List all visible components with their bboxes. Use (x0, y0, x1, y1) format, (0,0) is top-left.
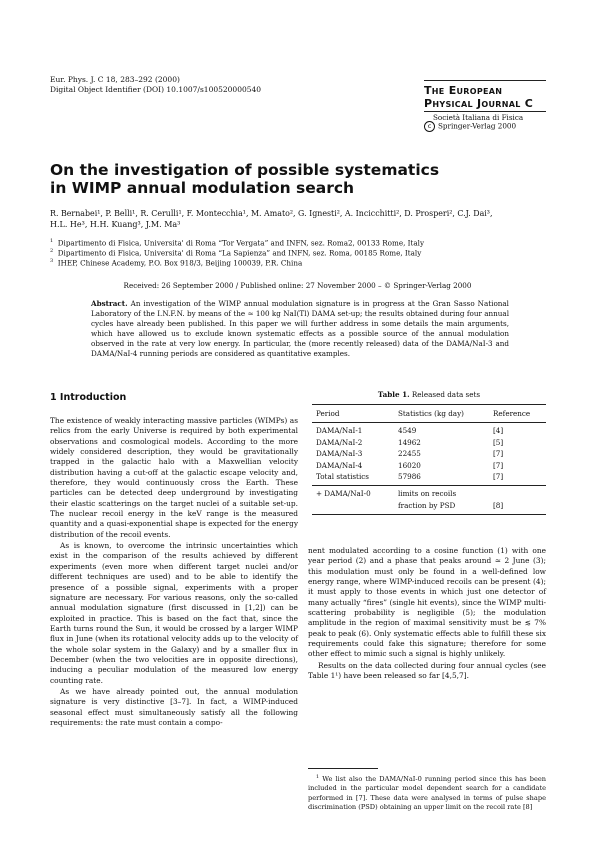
table-caption: Table 1. Released data sets (377, 390, 481, 399)
left-column (50, 416, 298, 728)
table-cell: fraction by PSD (398, 500, 456, 510)
table-header-cell: Statistics (kg day) (398, 409, 464, 418)
data-table (316, 408, 546, 420)
affiliation-2: $^2$ Dipartimento di Fisica, Universita' di Roma “La Sapienza” and INFN, sez. Roma, 00185 Rome, Italy (50, 248, 422, 258)
authors-line1: R. Bernabei¹, P. Belli¹, R. Cerulli¹, F. Montecchia¹, M. Amato², G. Ignesti², A. Incicchitti², D. Prosperi², C.J. Dai³, (50, 209, 493, 218)
affiliation-1: $^1$ Dipartimento di Fisica, Universita' di Roma “Tor Vergata” and INFN, sez. Roma2, 00133 Rome, Italy (50, 238, 425, 248)
data-table-body (316, 425, 546, 483)
paragraph: As we have already pointed out, the annual modulation signature is very distinctive [3–7]. In fact, a WIMP-induced seasonal effect must simultaneously satisfy all the following requirements: the rate must contain a compo- (50, 686, 298, 727)
table-cell: DAMA/NaI-3 (316, 449, 363, 458)
abstract (91, 299, 509, 360)
publisher-line1: Società Italiana di Fisica (433, 113, 524, 122)
paragraph: nent modulated according to a cosine function (1) with one year period (2) and a phase that peaks around ≃ 2 June (3); this modulation must only be found in a well-defined low energy range, where WIMP-induced recoils can be present (4); it must apply to those events in which just one detector of many actually “fires” (single hit events), since the WIMP multi-scattering probability is negligible (5); the modulation amplitude in the region of maximal sensitivity must be ≲ 7% peak to peak (6). Only systematic effects able to fulfill these six requirements could fake this signature; therefore for some other effect to mimic such a signal is highly unlikely. (308, 546, 546, 659)
received-line: Received: 26 September 2000 / Published online: 27 November 2000 – © Springer-Verlag 2000 (123, 281, 472, 290)
authors-line2: H.L. He³, H.H. Kuang³, J.M. Ma³ (50, 220, 181, 229)
table-row (316, 488, 546, 500)
journal-name-line2: Physical Journal C (424, 97, 534, 110)
table-rule-mid (312, 422, 546, 423)
footnote: $^1$ We list also the DAMA/NaI-0 running period since this has been included in the particular model dependent search for a candidate performed in [7]. These data were analysed in terms of pulse shape discrimination (PSD) obtaining an upper limit on the recoil rate [8] (308, 774, 546, 811)
journal-name-line1: The European (424, 84, 503, 97)
paragraph: The existence of weakly interacting massive particles (WIMPs) as relics from the early Universe is required by both experimental observations and cosmological models. According to the more widely considered description, they would be gravitationally trapped in the galactic halo with a Maxwellian velocity distribution having a cut-off at the galactic escape velocity and, therefore, they would continuously cross the Earth. These particles can be detected deep underground by investigating their elastic scatterings on the target nuclei of a suitable set-up. The nuclear recoil energy in the keV range is the measured quantity and a quasi-exponential shape is expected for the energy distribution of the recoil events. (50, 416, 298, 539)
table-row (316, 460, 546, 472)
data-table-extra (316, 488, 546, 511)
table-header-cell: Period (316, 409, 340, 418)
table-cell: + DAMA/NaI-0 (316, 489, 371, 498)
table-header-row (316, 408, 546, 420)
publisher-line2: c Springer-Verlag 2000 (424, 121, 516, 132)
paragraph: Results on the data collected during four annual cycles (see Table 1¹) have been released so far [4,5,7]. (308, 660, 546, 681)
table-rule-top (312, 404, 546, 405)
paper-title-line1: On the investigation of possible systematics (50, 161, 440, 179)
table-cell: [8] (493, 500, 504, 510)
affiliation-3: $^3$ IHEP, Chinese Academy, P.O. Box 918/3, Beijing 100039, P.R. China (50, 258, 303, 268)
table-header-cell: Reference (493, 409, 531, 418)
table-cell: [5] (493, 437, 504, 447)
table-row (316, 425, 546, 437)
table-cell: [7] (493, 472, 504, 481)
table-cell: DAMA/NaI-1 (316, 426, 363, 435)
table-cell: [7] (493, 449, 504, 458)
paper-title-line2: in WIMP annual modulation search (50, 179, 355, 197)
doi: Digital Object Identifier (DOI) 10.1007/s100520000540 (50, 85, 262, 94)
paragraph: As is known, to overcome the intrinsic uncertainties which exist in the comparison of the results achieved by different experiments (even more when different target nuclei and/or different techniques are used) and to be able to identify the presence of a possible signal, experiments with a proper signature are necessary. For various reasons, only the so-called annual modulation signature (first discussed in [1,2]) can be exploited in practice. This is based on the fact that, since the Earth turns round the Sun, it would be crossed by a larger WIMP flux in June (when its rotational velocity adds up to the velocity of the whole solar system in the Galaxy) and by a smaller flux in December (when the two velocities are in opposite directions), inducing a peculiar modulation of the measured low energy counting rate. (50, 541, 298, 685)
table-row (316, 471, 546, 483)
abstract-text: An investigation of the WIMP annual modulation signature is in progress at the Gran Sasso National Laboratory of the I.N.F.N. by means of the ≃ 100 kg NaI(Tl) DAMA set-up; the results obtained during four annual cycles have already been published. In this paper we will further address in some details the main arguments, which have allowed us to exclude known systematic effects as a possible source of the annual modulation observed in the rate at very low energy. In particular, the (more recently released) data of the DAMA/NaI-3 and DAMA/NaI-4 running periods are considered as quantitative examples. (91, 299, 509, 359)
table-cell: 14962 (398, 437, 421, 447)
journal-rule-bottom (424, 111, 546, 112)
journal-rule-top (424, 80, 546, 81)
footnote-rule (308, 768, 378, 769)
table-row (316, 437, 546, 449)
table-cell: 4549 (398, 426, 417, 435)
table-cell: DAMA/NaI-4 (316, 460, 363, 470)
table-row (316, 500, 546, 512)
table-cell: [7] (493, 460, 504, 470)
table-rule-lower (312, 485, 546, 486)
table-row (316, 448, 546, 460)
table-cell: 22455 (398, 449, 421, 458)
copyright-icon: c (424, 121, 435, 132)
right-column (308, 546, 546, 681)
abstract-label: Abstract. (91, 299, 128, 308)
citation: Eur. Phys. J. C 18, 283–292 (2000) (50, 75, 180, 84)
table-cell: [4] (493, 426, 504, 435)
table-rule-bottom (312, 514, 546, 515)
section-heading: 1 Introduction (50, 392, 127, 403)
table-cell: Total statistics (316, 472, 369, 481)
table-cell: 16020 (398, 460, 421, 470)
table-cell: 57986 (398, 472, 421, 481)
table-cell: limits on recoils (398, 489, 457, 498)
table-cell: DAMA/NaI-2 (316, 437, 363, 447)
